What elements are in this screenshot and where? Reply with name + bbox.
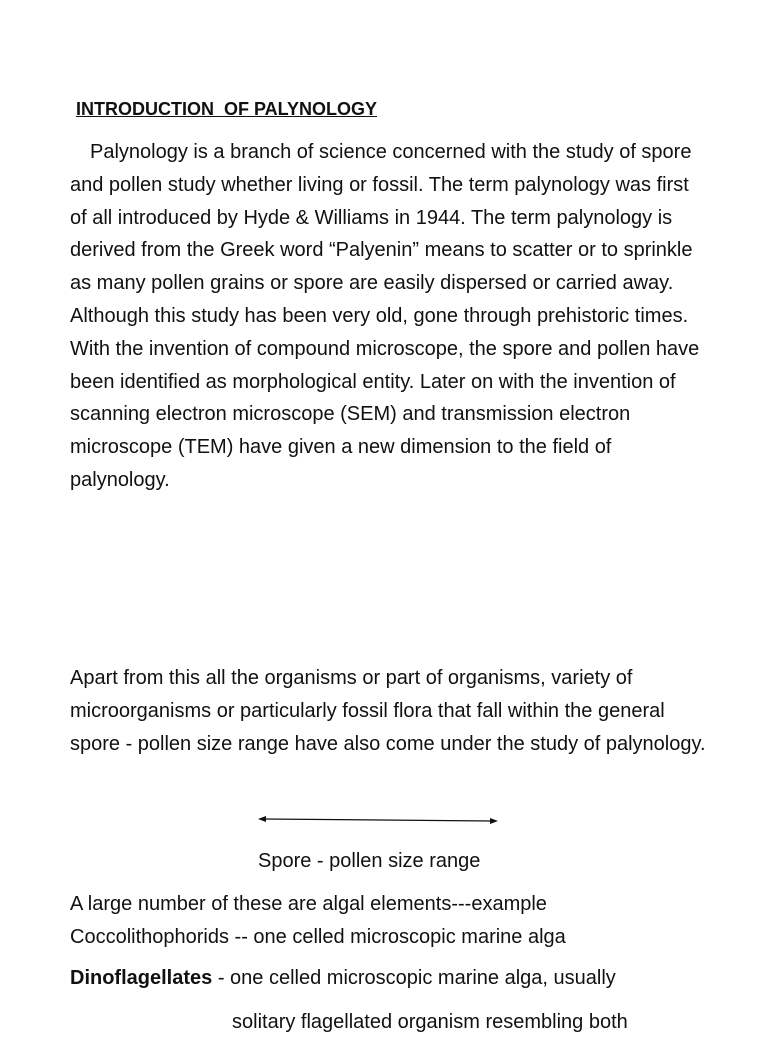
- algal-elements-paragraph: A large number of these are algal elements---example Coccolithophorids -- one celled microscopic marine alga: [70, 893, 566, 948]
- section-heading: INTRODUCTION OF PALYNOLOGY: [76, 99, 378, 119]
- dinoflagellates-term: Dinoflagellates: [70, 967, 213, 989]
- dinoflagellates-paragraph: [70, 962, 710, 995]
- continuation-line: solitary flagellated organism resembling both: [232, 1011, 628, 1033]
- intro-paragraph: Palynology is a branch of science concerned with the study of spore and pollen study whether living or fossil. The term palynology was first of all introduced by Hyde & Williams in 1944. The term palynology is derived from the Greek word “Palyenin” means to scatter or to sprinkle as many pollen grains or spore are easily dispersed or carried away. Although this study has been very old, gone through prehistoric times. With the invention of compound microscope, the spore and pollen have been identified as morphological entity. Later on with the invention of scanning electron microscope (SEM) and transmission electron microscope (TEM) have given a new dimension to the field of palynology.: [70, 141, 700, 491]
- organisms-paragraph: Apart from this all the organisms or part of organisms, variety of microorganisms or particularly fossil flora that fall within the general spore - pollen size range have also come under the study of palynology.: [70, 667, 706, 755]
- figure-caption: Spore - pollen size range: [258, 850, 481, 872]
- dinoflagellates-definition: - one celled microscopic marine alga, usually: [212, 967, 616, 989]
- double-arrow-icon: [258, 812, 498, 828]
